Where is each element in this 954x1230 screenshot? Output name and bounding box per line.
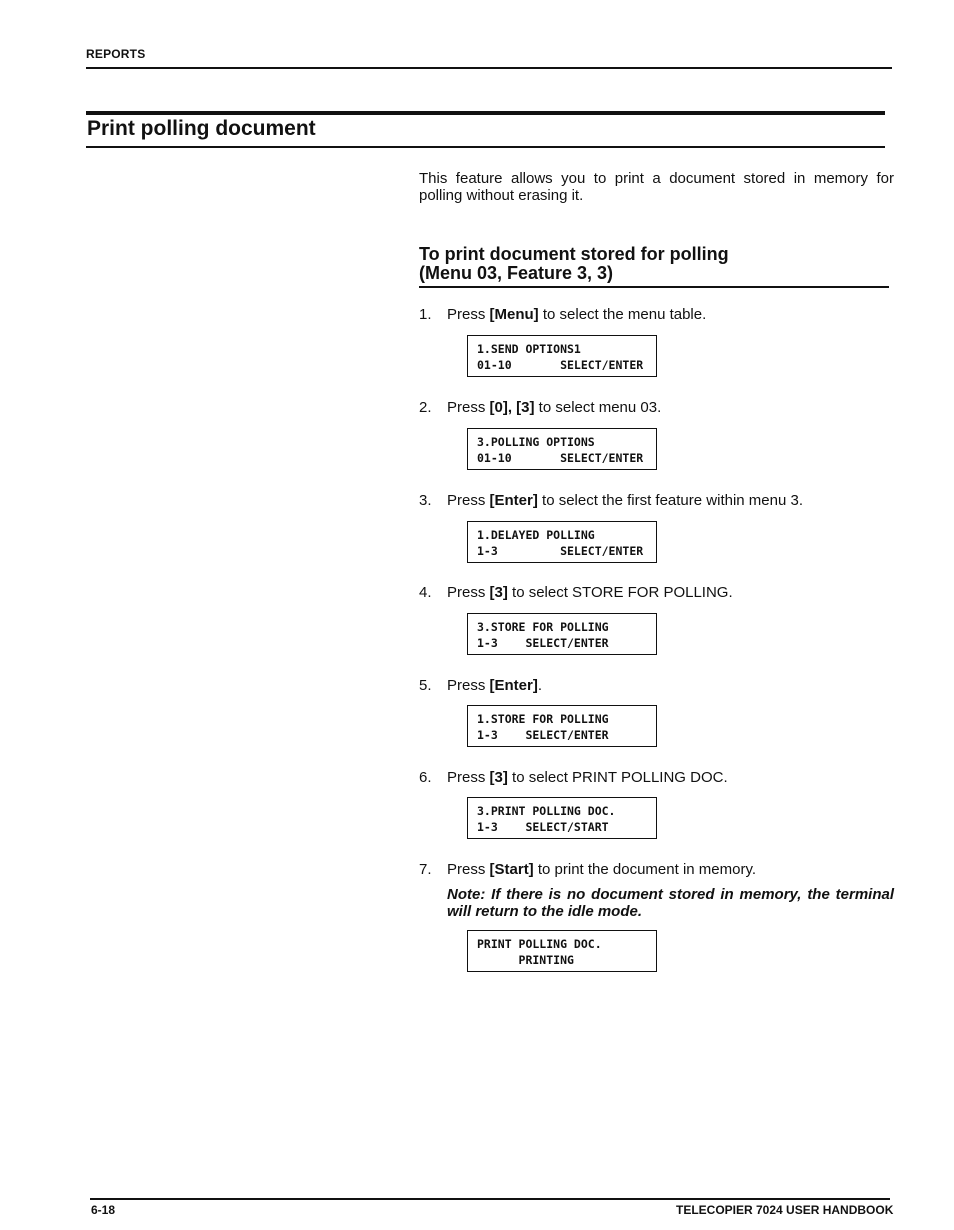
- step: 1. Press [Menu] to select the menu table.: [419, 306, 707, 323]
- footer-rule: [90, 1198, 890, 1200]
- step: 7. Press [Start] to print the document in memory.: [419, 861, 757, 878]
- step: 2. Press [0], [3] to select menu 03.: [419, 399, 662, 416]
- step: 3. Press [Enter] to select the first feature within menu 3.: [419, 492, 803, 509]
- procedure-title: To print document stored for polling: [419, 244, 729, 264]
- lcd-display: 1.STORE FOR POLLING 1-3 SELECT/ENTER: [467, 705, 657, 747]
- lcd-display: 1.SEND OPTIONS1 01-10 SELECT/ENTER: [467, 335, 657, 377]
- lcd-display: PRINT POLLING DOC. PRINTING: [467, 930, 657, 972]
- note: Note: If there is no document stored in memory, the terminal will return to the idle mode.: [447, 886, 894, 920]
- running-header: REPORTS: [86, 47, 146, 61]
- procedure-menu-ref: (Menu 03, Feature 3, 3): [419, 263, 614, 283]
- key-name: [0], [3]: [489, 399, 535, 416]
- step: 4. Press [3] to select STORE FOR POLLING.: [419, 584, 733, 601]
- intro-paragraph: This feature allows you to print a document stored in memory for polling without erasing it.: [419, 170, 894, 204]
- step: 6. Press [3] to select PRINT POLLING DOC.: [419, 769, 728, 786]
- key-name: [3]: [489, 584, 508, 601]
- step: 5. Press [Enter].: [419, 677, 543, 694]
- key-name: [Start]: [489, 861, 534, 878]
- lcd-display: 3.STORE FOR POLLING 1-3 SELECT/ENTER: [467, 613, 657, 655]
- key-name: [Enter]: [489, 677, 538, 694]
- header-rule: [86, 67, 892, 69]
- key-name: [Enter]: [489, 492, 538, 509]
- book-title: TELECOPIER 7024 USER HANDBOOK: [676, 1203, 894, 1217]
- section-title: Print polling document: [87, 117, 316, 140]
- lcd-display: 1.DELAYED POLLING 1-3 SELECT/ENTER: [467, 521, 657, 563]
- lcd-display: 3.PRINT POLLING DOC. 1-3 SELECT/START: [467, 797, 657, 839]
- key-name: [Menu]: [489, 306, 539, 323]
- section-bottom-rule: [86, 146, 885, 148]
- key-name: [3]: [489, 769, 508, 786]
- procedure-rule: [419, 286, 889, 288]
- procedure-heading: [419, 245, 729, 283]
- section-top-rule: [86, 111, 885, 115]
- lcd-display: 3.POLLING OPTIONS 01-10 SELECT/ENTER: [467, 428, 657, 470]
- page-number: 6-18: [91, 1203, 116, 1217]
